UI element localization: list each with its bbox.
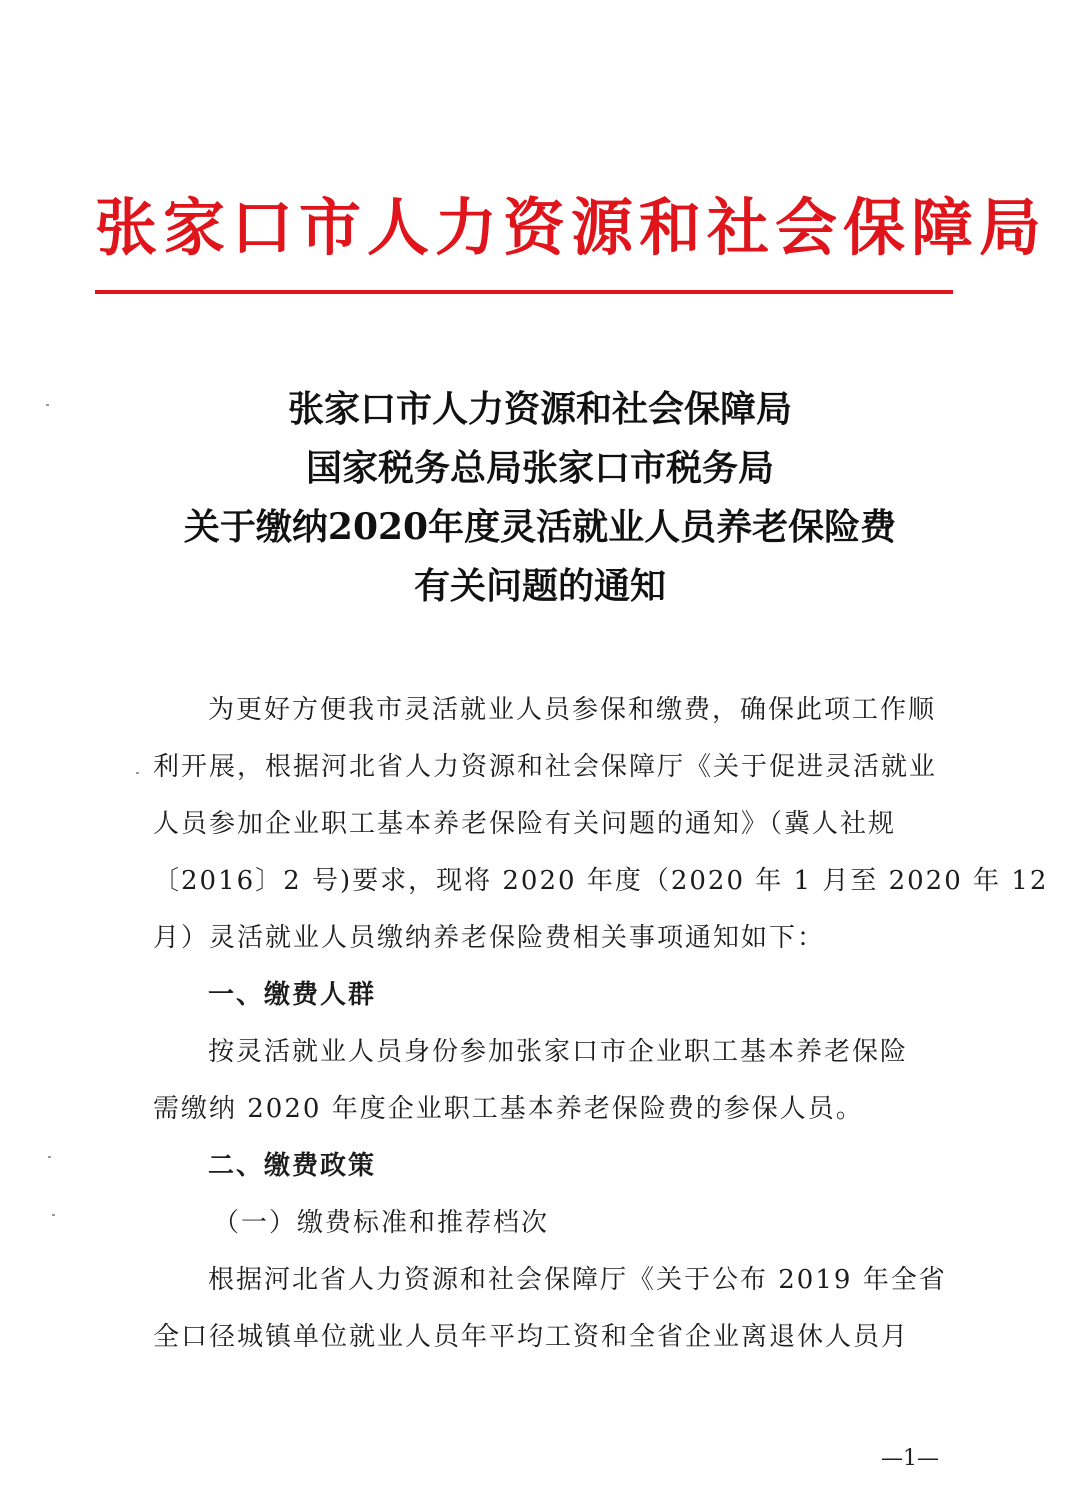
document-body [153,682,1049,1366]
subsection-heading: （一）缴费标准和推荐档次 [213,1208,550,1238]
title-line: 关于缴纳2020年度灵活就业人员养老保险费 [183,506,897,548]
letterhead-red-rule [95,290,953,294]
scan-speck [52,1214,55,1216]
paragraph-line: 根据河北省人力资源和社会保障厅《关于公布 2019 年全省 [208,1265,947,1295]
scan-speck [48,1156,51,1158]
document-title [60,380,1020,616]
paragraph-line: 为更好方便我市灵活就业人员参保和缴费，确保此项工作顺 [208,695,937,725]
scan-speck [136,772,139,774]
paragraph-line: 月）灵活就业人员缴纳养老保险费相关事项通知如下： [153,923,826,953]
paragraph-line: 人员参加企业职工基本养老保险有关问题的通知》（冀人社规 [153,809,897,839]
title-line: 张家口市人力资源和社会保障局 [287,388,792,430]
paragraph-line: 〔2016〕2 号)要求，现将 2020 年度（2020 年 1 月至 2020 年 12 [153,866,1049,896]
section-heading: 二、缴费政策 [208,1151,377,1181]
section-heading: 一、缴费人群 [208,980,377,1010]
scan-speck [46,404,49,406]
title-line: 有关问题的通知 [413,565,666,607]
page-number: —1— [881,1446,939,1471]
paragraph-line: 全口径城镇单位就业人员年平均工资和全省企业离退休人员月 [153,1322,910,1352]
paragraph-line: 按灵活就业人员身份参加张家口市企业职工基本养老保险 [208,1037,909,1067]
title-line: 国家税务总局张家口市税务局 [305,447,774,489]
letterhead-agency-name: 张家口市人力资源和社会保障局 [95,191,1048,264]
paragraph-line: 利开展，根据河北省人力资源和社会保障厅《关于促进灵活就业 [153,752,938,782]
paragraph-line: 需缴纳 2020 年度企业职工基本养老保险费的参保人员。 [153,1094,864,1124]
